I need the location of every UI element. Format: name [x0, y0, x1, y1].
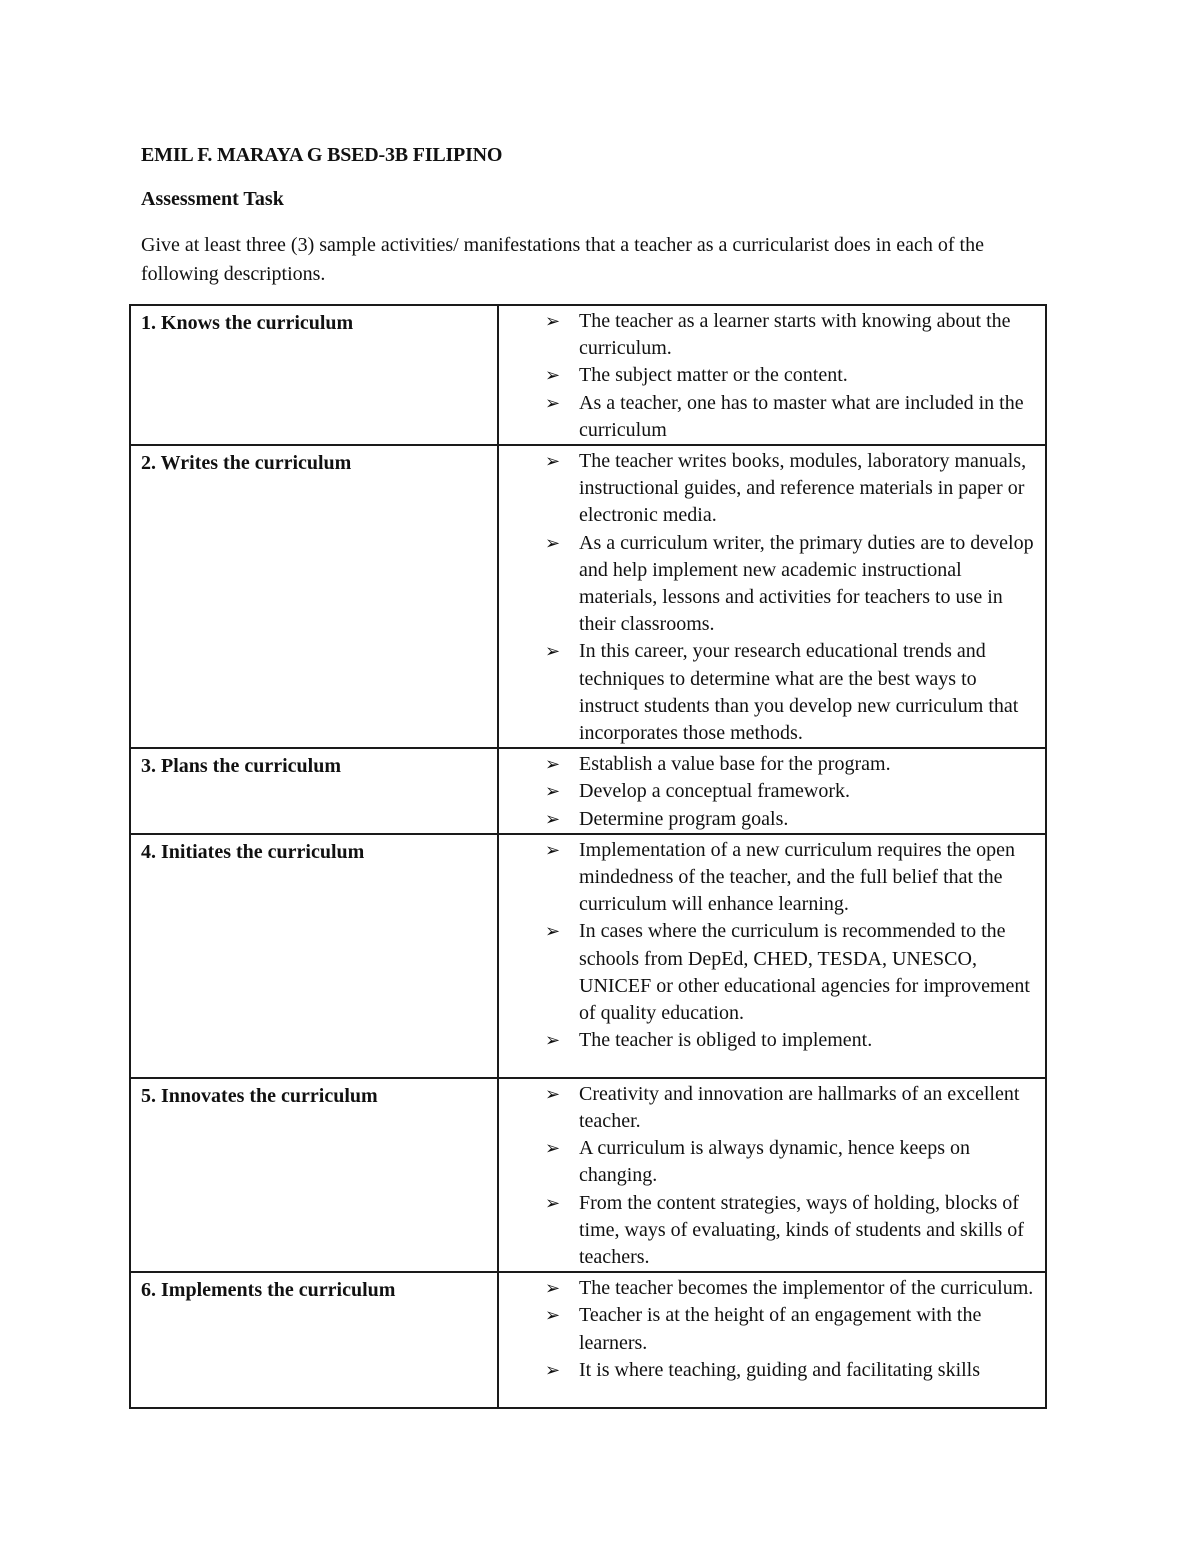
list-item: ➢ In this career, your research educational trends and techniques to determine what are the best ways to instruct students than you develop new curriculum that incorporates those methods. — [545, 640, 1019, 745]
arrowhead-bullet-icon: ➢ — [545, 641, 561, 663]
row-label-knows: 1. Knows the curriculum — [130, 305, 498, 445]
list-item: ➢ Establish a value base for the program. — [499, 751, 1035, 778]
arrowhead-bullet-icon: ➢ — [545, 1359, 561, 1381]
arrowhead-bullet-icon: ➢ — [545, 1192, 561, 1214]
bullet-list — [499, 1079, 1045, 1271]
arrowhead-bullet-icon: ➢ — [545, 781, 561, 803]
list-item: ➢ Determine program goals. — [499, 806, 1035, 833]
bullet-list — [499, 749, 1045, 833]
list-item: ➢ The subject matter or the content. — [499, 362, 1035, 389]
arrowhead-bullet-icon: ➢ — [545, 921, 561, 943]
list-item: ➢ From the content strategies, ways of holding, blocks of time, ways of evaluating, kinds of students and skills of teachers. — [545, 1191, 1024, 1269]
list-item: ➢ The teacher becomes the implementor of the curriculum. — [499, 1275, 1035, 1302]
arrowhead-bullet-icon: ➢ — [545, 532, 561, 554]
arrowhead-bullet-icon: ➢ — [545, 1278, 561, 1300]
arrowhead-bullet-icon: ➢ — [545, 1138, 561, 1160]
bullet-list — [499, 835, 1045, 1055]
table-row — [130, 1078, 1046, 1272]
list-item: ➢ As a teacher, one has to master what are included in the curriculum — [545, 391, 1024, 441]
list-item: ➢ The teacher is obliged to implement. — [499, 1027, 1035, 1054]
bullet-list — [499, 1273, 1045, 1384]
curricularist-table — [129, 304, 1047, 1409]
arrowhead-bullet-icon: ➢ — [545, 1305, 561, 1327]
list-item: ➢ The teacher writes books, modules, laboratory manuals, instructional guides, and reference materials in paper or electronic media. — [545, 450, 1027, 527]
list-item: ➢ As a curriculum writer, the primary duties are to develop and help implement new academic instructional materials, lessons and activities for teachers to use in their classrooms. — [545, 531, 1034, 636]
arrowhead-bullet-icon: ➢ — [545, 451, 561, 473]
list-item: ➢ Creativity and innovation are hallmarks of an excellent teacher. — [545, 1082, 1020, 1133]
table-row — [130, 834, 1046, 1078]
task-instructions: Give at least three (3) sample activities/ manifestations that a teacher as a curricularist does in each of the following descriptions. — [141, 234, 984, 285]
list-item: ➢ It is where teaching, guiding and facilitating skills — [499, 1357, 1035, 1384]
student-name-heading: EMIL F. MARAYA G BSED-3B FILIPINO — [141, 144, 503, 166]
arrowhead-bullet-icon: ➢ — [545, 839, 561, 861]
table-row — [130, 1272, 1046, 1408]
row-label-writes: 2. Writes the curriculum — [130, 445, 498, 748]
list-item: ➢ Teacher is at the height of an engagement with the learners. — [545, 1304, 982, 1354]
arrowhead-bullet-icon: ➢ — [545, 365, 561, 387]
list-item: ➢ In cases where the curriculum is recommended to the schools from DepEd, CHED, TESDA, UNESCO, UNICEF or other educational agencies for improvement of quality education. — [545, 920, 1030, 1025]
row-label-initiates: 4. Initiates the curriculum — [130, 834, 498, 1078]
arrowhead-bullet-icon: ➢ — [545, 808, 561, 830]
arrowhead-bullet-icon: ➢ — [545, 311, 561, 332]
table-row — [130, 748, 1046, 834]
arrowhead-bullet-icon: ➢ — [545, 754, 561, 776]
assessment-task-title: Assessment Task — [141, 188, 284, 210]
table-row — [130, 445, 1046, 748]
table-row — [130, 305, 1046, 445]
list-item: ➢ Develop a conceptual framework. — [499, 778, 1035, 805]
list-item: ➢ The teacher as a learner starts with knowing about the curriculum. — [545, 310, 1011, 360]
arrowhead-bullet-icon: ➢ — [545, 392, 561, 414]
row-label-plans: 3. Plans the curriculum — [130, 748, 498, 834]
list-item: ➢ A curriculum is always dynamic, hence keeps on changing. — [545, 1137, 970, 1187]
bullet-list — [499, 446, 1045, 747]
arrowhead-bullet-icon: ➢ — [545, 1083, 561, 1105]
bullet-list — [499, 306, 1045, 444]
row-label-implements: 6. Implements the curriculum — [130, 1272, 498, 1408]
row-label-innovates: 5. Innovates the curriculum — [130, 1078, 498, 1272]
arrowhead-bullet-icon: ➢ — [545, 1030, 561, 1052]
list-item: ➢ Implementation of a new curriculum requires the open mindedness of the teacher, and the full belief that the curriculum will enhance learning. — [545, 838, 1015, 916]
